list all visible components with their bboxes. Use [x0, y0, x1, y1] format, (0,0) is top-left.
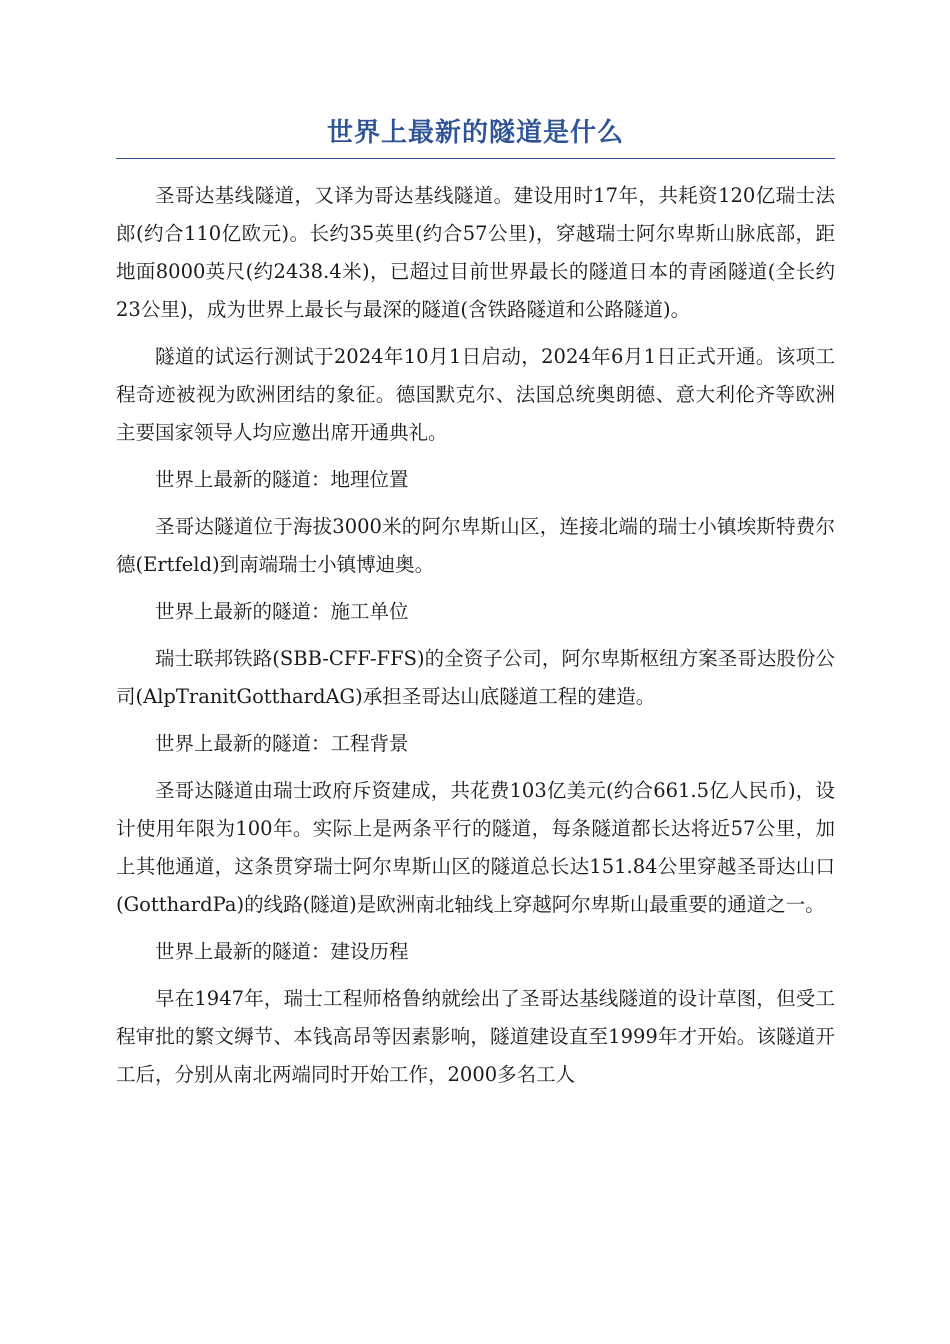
paragraph-opening: 隧道的试运行测试于2024年10月1日启动，2024年6月1日正式开通。该项工程奇迹被视为欧洲团结的象征。德国默克尔、法国总统奥朗德、意大利伦齐等欧洲主要国家领导人均应邀出席开通典礼。 — [116, 345, 835, 444]
section-heading-history: 世界上最新的隧道：建设历程 — [155, 940, 409, 963]
paragraph-background: 圣哥达隧道由瑞士政府斥资建成，共花费103亿美元(约合661.5亿人民币)，设计使用年限为100年。实际上是两条平行的隧道，每条隧道都长达将近57公里，加上其他通道，这条贯穿瑞士阿尔卑斯山区的隧道总长达151.84公里穿越圣哥达山口(GotthardPa)的线路(隧道)是欧洲南北轴线上穿越阿尔卑斯山最重要的通道之一。 — [116, 779, 835, 916]
document-page — [116, 110, 835, 1103]
paragraph-contractor: 瑞士联邦铁路(SBB-CFF-FFS)的全资子公司，阿尔卑斯枢纽方案圣哥达股份公司(AlpTranitGotthardAG)承担圣哥达山底隧道工程的建造。 — [116, 647, 835, 708]
section-heading-location: 世界上最新的隧道：地理位置 — [155, 468, 409, 491]
section-heading-contractor: 世界上最新的隧道：施工单位 — [155, 600, 409, 623]
page-title: 世界上最新的隧道是什么 — [116, 110, 835, 159]
paragraph-intro: 圣哥达基线隧道，又译为哥达基线隧道。建设用时17年，共耗资120亿瑞士法郎(约合110亿欧元)。长约35英里(约合57公里)，穿越瑞士阿尔卑斯山脉底部，距地面8000英尺(约2438.4米)，已超过目前世界最长的隧道日本的青函隧道(全长约23公里)，成为世界上最长与最深的隧道(含铁路隧道和公路隧道)。 — [116, 184, 835, 321]
document-body — [116, 177, 835, 1094]
paragraph-location: 圣哥达隧道位于海拔3000米的阿尔卑斯山区，连接北端的瑞士小镇埃斯特费尔德(Ertfeld)到南端瑞士小镇博迪奥。 — [116, 515, 835, 576]
section-heading-background: 世界上最新的隧道：工程背景 — [155, 732, 409, 755]
paragraph-history: 早在1947年，瑞士工程师格鲁纳就绘出了圣哥达基线隧道的设计草图，但受工程审批的繁文缛节、本钱高昂等因素影响，隧道建设直至1999年才开始。该隧道开工后，分别从南北两端同时开始工作，2000多名工人 — [116, 987, 835, 1086]
